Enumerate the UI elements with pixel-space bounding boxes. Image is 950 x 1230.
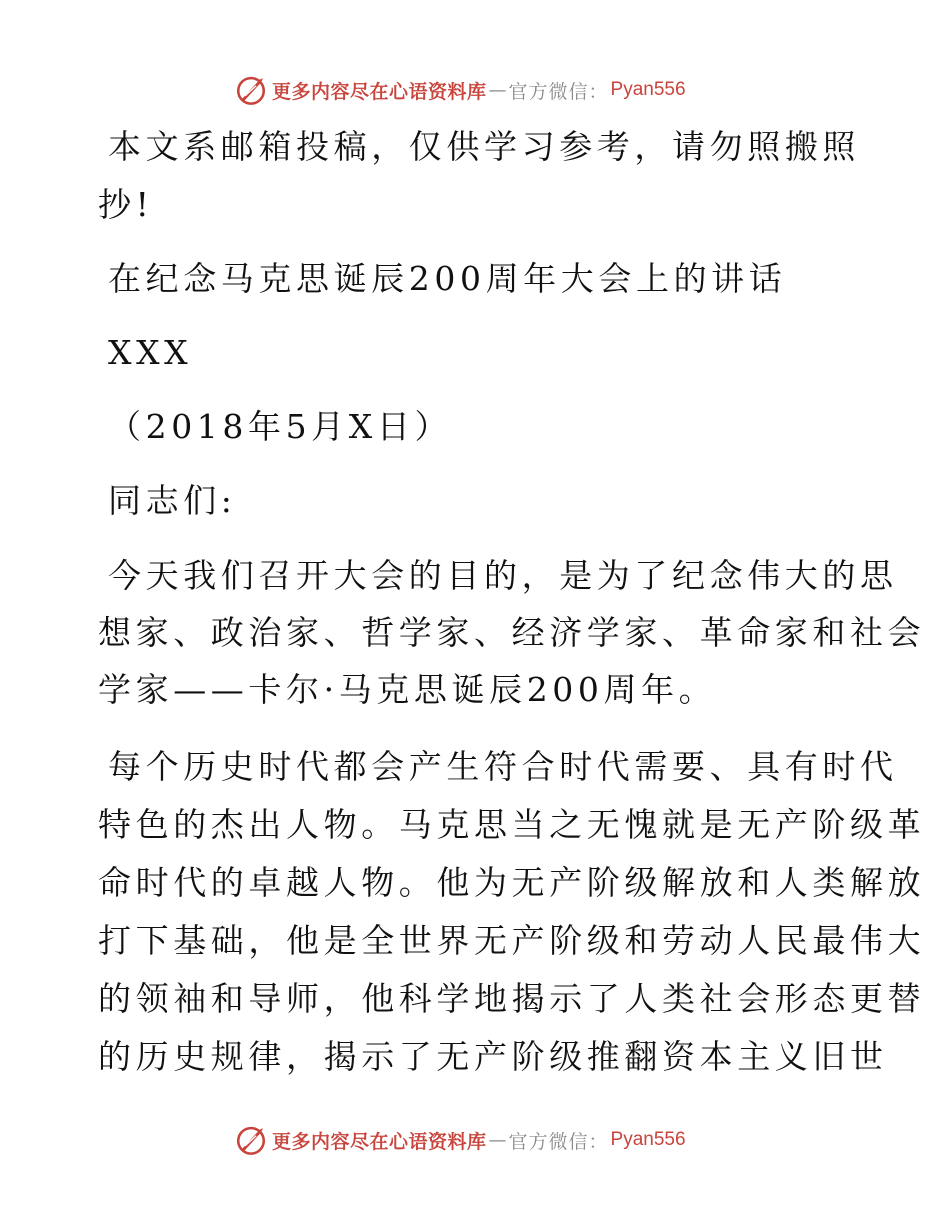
watermark-separator: — [488,79,507,101]
paragraph-2-line-2: 特色的杰出人物。马克思当之无愧就是无产阶级革 [98,805,926,844]
paragraph-2-line-3: 命时代的卓越人物。他为无产阶级解放和人类解放 [98,863,926,902]
watermark-wechat-label: 官方微信： [508,80,609,103]
document-author: XXX [108,333,193,372]
salutation: 同志们: [108,481,237,520]
paragraph-1-line-3: 学家——卡尔·马克思诞辰200周年。 [98,670,717,709]
footer-watermark [234,1122,686,1158]
paragraph-1-line-2: 想家、政治家、哲学家、经济学家、革命家和社会 [98,613,926,652]
paragraph-1-line-1: 今天我们召开大会的目的，是为了纪念伟大的思 [108,556,898,595]
paragraph-2-line-6: 的历史规律，揭示了无产阶级推翻资本主义旧世 [98,1037,888,1076]
watermark-wechat-id: Pyan556 [610,79,686,100]
quill-pen-logo-icon [234,1123,268,1157]
watermark-wechat-label: 官方微信： [508,1130,609,1153]
document-title: 在纪念马克思诞辰200周年大会上的讲话 [108,259,787,298]
notice-line-2: 抄! [98,185,154,224]
paragraph-2-line-1: 每个历史时代都会产生符合时代需要、具有时代 [108,747,898,786]
document-date: （2018年5月X日） [108,407,453,446]
watermark-site-text: 更多内容尽在心语资料库 [272,1130,487,1153]
paragraph-2-line-4: 打下基础，他是全世界无产阶级和劳动人民最伟大 [98,921,926,960]
watermark-site-text: 更多内容尽在心语资料库 [272,80,487,103]
paragraph-2-line-5: 的领袖和导师，他科学地揭示了人类社会形态更替 [98,979,926,1018]
watermark-separator: — [488,1129,507,1151]
watermark-wechat-id: Pyan556 [610,1129,686,1150]
notice-line-1: 本文系邮箱投稿，仅供学习参考，请勿照搬照 [108,127,860,166]
